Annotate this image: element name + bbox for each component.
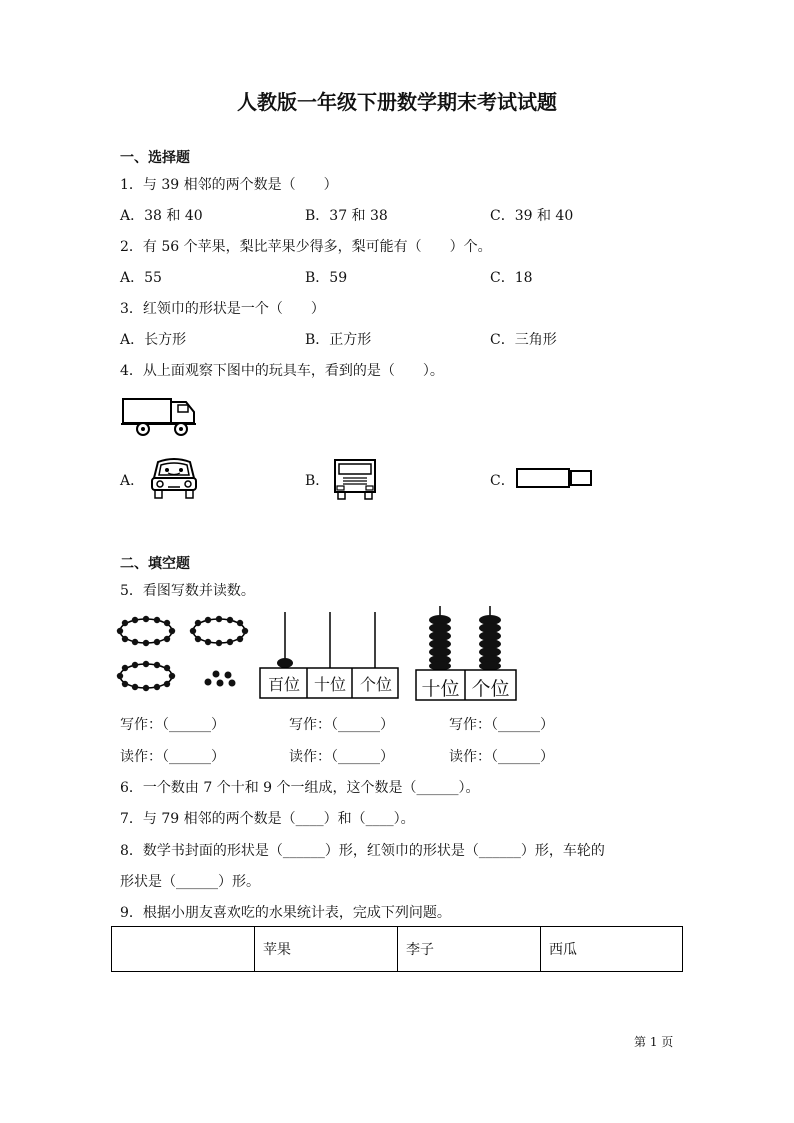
table-header-cell-empty	[111, 926, 255, 972]
abacus1-place-ones: 个位	[359, 675, 392, 694]
abacus2-place-tens: 十位	[421, 678, 460, 700]
question-3: 3．红领巾的形状是一个（ ）	[120, 301, 325, 317]
q1-option-a: A．38 和 40	[120, 208, 203, 224]
page-title: 人教版一年级下册数学期末考试试题	[237, 90, 557, 114]
question-6: 6．一个数由 7 个十和 9 个一组成，这个数是（______）。	[120, 780, 480, 796]
table-header-cell-apple: 苹果	[254, 926, 398, 972]
bead-groups-image	[116, 608, 252, 700]
question-7: 7．与 79 相邻的两个数是（____）和（____）。	[120, 811, 415, 827]
truck-top-view-icon	[515, 466, 595, 490]
q2-option-b: B．59	[305, 270, 348, 286]
abacus2-place-ones: 个位	[471, 678, 510, 700]
q5-read-3: 读作：（______）	[449, 749, 554, 765]
toy-truck-side-image	[120, 394, 200, 438]
question-8-line-1: 8．数学书封面的形状是（______）形，红领巾的形状是（______）形，车轮的	[120, 843, 605, 859]
abacus1-place-hundreds: 百位	[267, 675, 300, 694]
q5-read-2: 读作：（______）	[289, 749, 394, 765]
question-4: 4．从上面观察下图中的玩具车，看到的是（ ）。	[120, 363, 444, 379]
q5-write-3: 写作：（______）	[449, 717, 554, 733]
q5-write-1: 写作：（______）	[120, 717, 225, 733]
car-front-icon	[148, 456, 200, 500]
section-heading-fill: 二、填空题	[120, 556, 190, 572]
question-9: 9．根据小朋友喜欢吃的水果统计表，完成下列问题。	[120, 905, 451, 921]
q2-option-a: A．55	[120, 270, 162, 286]
table-header-cell-watermelon: 西瓜	[540, 926, 683, 972]
question-1: 1．与 39 相邻的两个数是（ ）	[120, 177, 338, 193]
q4-option-a: A．	[120, 473, 145, 489]
q3-option-c: C．三角形	[490, 332, 557, 348]
truck-front-icon	[333, 458, 377, 500]
table-header-cell-plum: 李子	[397, 926, 541, 972]
question-2: 2．有 56 个苹果，梨比苹果少得多，梨可能有（ ）个。	[120, 239, 492, 255]
q1-option-c: C．39 和 40	[490, 208, 574, 224]
question-8-line-2: 形状是（______）形。	[120, 874, 260, 890]
q4-option-c: C．	[490, 473, 515, 489]
abacus1-place-tens: 十位	[313, 675, 346, 694]
question-5: 5．看图写数并读数。	[120, 583, 255, 599]
loose-beads	[205, 671, 236, 687]
bead-ring-2	[190, 616, 248, 646]
page-number: 第 1 页	[634, 1035, 674, 1049]
q2-option-c: C．18	[490, 270, 533, 286]
section-heading-choice: 一、选择题	[120, 150, 190, 166]
q1-option-b: B．37 和 38	[305, 208, 388, 224]
q3-option-b: B．正方形	[305, 332, 372, 348]
q3-option-a: A．长方形	[120, 332, 187, 348]
q5-write-2: 写作：（______）	[289, 717, 394, 733]
bead-ring-3	[117, 661, 175, 691]
q4-option-b: B．	[305, 473, 330, 489]
q5-read-1: 读作：（______）	[120, 749, 225, 765]
bead-ring-1	[117, 616, 175, 646]
